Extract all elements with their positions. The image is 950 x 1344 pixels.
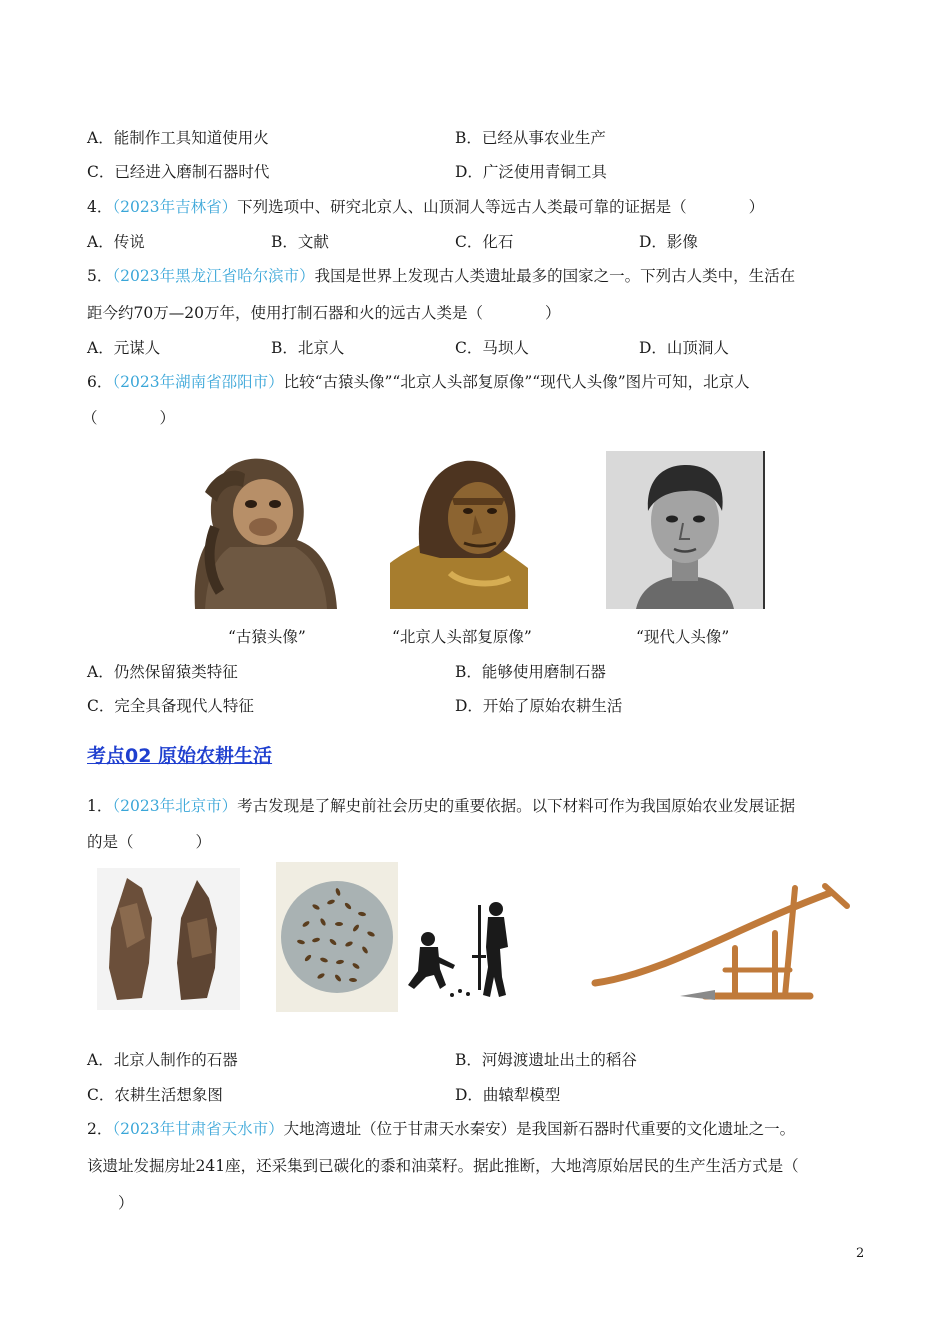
q4-number: 4． xyxy=(87,198,113,216)
q6-option-d: D．开始了原始农耕生活 xyxy=(455,697,623,715)
s2q2-stem-line2: 该遗址发掘房址241座，还采集到已碳化的黍和油菜籽。据此推断，大地湾原始居民的生产生活方式是（ xyxy=(87,1157,799,1175)
ape-head-image xyxy=(185,452,340,609)
q6-text: 比较“古猿头像”“北京人头部复原像”“现代人头像”图片可知，北京人 xyxy=(283,373,750,391)
q5-stem xyxy=(87,265,795,287)
s2q1-option-c: C．农耕生活想象图 xyxy=(87,1086,223,1104)
q5-source: （2023年黑龙江省哈尔滨市） xyxy=(112,267,315,285)
q6-option-b: B．能够使用磨制石器 xyxy=(455,663,606,681)
q3-option-a: A．能制作工具知道使用火 xyxy=(87,129,269,147)
q5-option-c: C．马坝人 xyxy=(455,339,529,357)
s2q2-source: （2023年甘肃省天水市） xyxy=(112,1120,284,1138)
caption-ape-head: “古猿头像” xyxy=(228,628,306,646)
q6-source: （2023年湖南省邵阳市） xyxy=(112,373,284,391)
q4-source: （2023年吉林省） xyxy=(112,198,238,216)
q5-option-b: B．北京人 xyxy=(271,339,345,357)
q4-option-d: D．影像 xyxy=(639,233,698,251)
rice-grains-image xyxy=(276,862,398,1012)
s2q2-text: 大地湾遗址（位于甘肃天水秦安）是我国新石器时代重要的文化遗址之一。 xyxy=(283,1120,796,1138)
q3-option-d: D．广泛使用青铜工具 xyxy=(455,163,607,181)
peking-man-bust-image xyxy=(390,453,528,609)
q4-option-a: A．传说 xyxy=(87,233,145,251)
section-heading: 考点02 原始农耕生活 xyxy=(87,745,273,767)
caption-modern-human: “现代人头像” xyxy=(636,628,730,646)
s2q1-text: 考古发现是了解史前社会历史的重要依据。以下材料可作为我国原始农业发展证据 xyxy=(237,797,796,815)
s2q1-option-d: D．曲辕犁模型 xyxy=(455,1086,561,1104)
q4-stem xyxy=(87,196,764,218)
q6-stem xyxy=(87,371,750,393)
q4-text: 下列选项中、研究北京人、山顶洞人等远古人类最可靠的证据是（ ） xyxy=(237,198,765,216)
caption-peking-man: “北京人头部复原像” xyxy=(392,628,532,646)
q6-option-a: A．仍然保留猿类特征 xyxy=(87,663,238,681)
q4-option-c: C．化石 xyxy=(455,233,514,251)
q6-number: 6． xyxy=(87,373,113,391)
curved-plough-model-image xyxy=(585,878,860,1006)
s2q1-option-a: A．北京人制作的石器 xyxy=(87,1051,238,1069)
q6-option-c: C．完全具备现代人特征 xyxy=(87,697,254,715)
q5-text: 我国是世界上发现古人类遗址最多的国家之一。下列古人类中，生活在 xyxy=(314,267,796,285)
q4-option-b: B．文献 xyxy=(271,233,329,251)
q5-option-d: D．山顶洞人 xyxy=(639,339,729,357)
s2q1-number: 1． xyxy=(87,797,113,815)
s2q1-stem xyxy=(87,795,795,817)
s2q1-source: （2023年北京市） xyxy=(112,797,238,815)
q3-option-c: C．已经进入磨制石器时代 xyxy=(87,163,270,181)
modern-human-head-image xyxy=(606,451,765,609)
s2q2-stem xyxy=(87,1118,795,1140)
s2q2-number: 2． xyxy=(87,1120,113,1138)
stone-tools-image xyxy=(97,868,240,1010)
q3-option-b: B．已经从事农业生产 xyxy=(455,129,606,147)
q5-stem-line2: 距今约70万—20万年，使用打制石器和火的远古人类是（ ） xyxy=(87,304,561,322)
s2q2-stem-line3: ） xyxy=(87,1194,134,1212)
q5-option-a: A．元谋人 xyxy=(87,339,161,357)
farming-scene-image xyxy=(400,897,534,1000)
q6-stem-line2: （ ） xyxy=(82,409,176,427)
q5-number: 5． xyxy=(87,267,113,285)
s2q1-stem-line2: 的是（ ） xyxy=(87,833,212,851)
page-number: 2 xyxy=(856,1246,865,1261)
s2q1-option-b: B．河姆渡遗址出土的稻谷 xyxy=(455,1051,637,1069)
